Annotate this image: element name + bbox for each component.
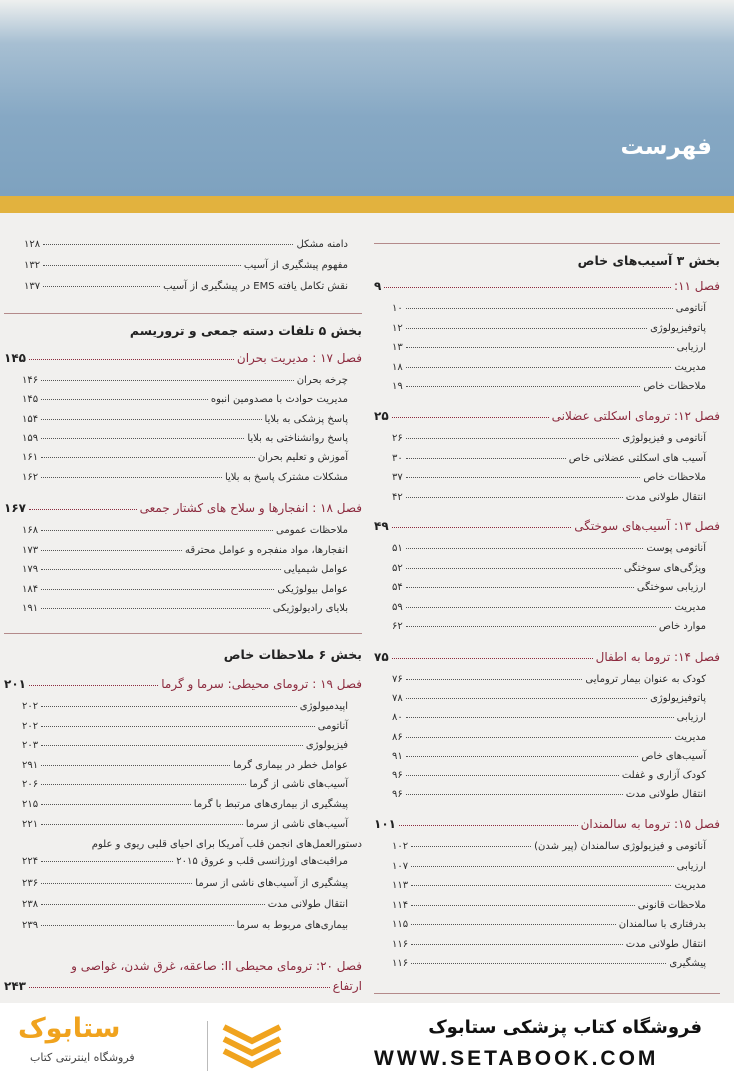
entry-page-number: ۸۶ [392,731,403,743]
toc-entry [22,414,362,425]
entry-page-number: ۱۲ [392,322,403,334]
toc-entry [392,621,720,632]
leader-dots [29,685,158,686]
toc-entry [392,861,720,872]
entry-title: نقش تکامل یافته EMS در پیشگیری از آسیب [163,281,348,292]
entry-page-number: ۱۸ [392,361,403,373]
entry-page-number: ۵۲ [392,562,403,574]
entry-page-number: ۱۷۳ [22,544,39,556]
entry-page-number: ۲۰۲ [22,701,39,712]
entry-title: اپیدمیولوژی [299,701,348,712]
leader-dots [411,944,623,945]
leader-dots [392,417,549,418]
entry-page-number: ۲۲۱ [22,818,39,830]
toc-entry [392,751,720,762]
toc-entry [392,939,720,950]
leader-dots [411,924,616,925]
chapter-page-number: ۱۴۵ [4,351,26,365]
entry-title: آموزش و تعلیم بحران [257,452,348,464]
toc-entry [392,732,720,743]
footer [0,1003,734,1080]
leader-dots [406,497,623,498]
toc-entry [392,453,720,464]
toc-page [0,213,734,1003]
leader-dots [406,587,634,588]
toc-entry [24,281,362,292]
toc-entry [22,564,362,575]
entry-title: پیشگیری [669,958,706,969]
entry-title: مشکلات مشترک پاسخ به بلایا [224,471,348,483]
entry-title: ارزیابی [676,860,706,872]
leader-dots [406,626,656,627]
toc-entry [22,584,362,595]
leader-dots [43,286,160,287]
entry-page-number: ۱۶۸ [22,525,39,536]
chapter-title: فصل ۱۸ : انفجارها و سلاح های کشتار جمعی [139,501,362,515]
entry-title: آسیب‌های ناشی از گرما [249,779,348,791]
entry-title: ملاحظات قانونی [637,899,706,911]
chapter-row [4,979,362,993]
toc-entry [22,779,362,790]
entry-page-number: ۱۶۲ [22,471,39,483]
entry-page-number: ۱۵۹ [22,432,39,444]
leader-dots [43,244,293,245]
chapter-page-number: ۱۶۷ [4,501,26,515]
entry-title: مدیریت [674,880,706,891]
toc-entry [392,303,720,314]
entry-page-number: ۲۲۴ [22,856,39,867]
leader-dots [41,569,280,570]
entry-page-number: ۴۲ [392,491,403,503]
leader-dots [411,885,671,886]
leader-dots [406,438,620,439]
entry-title: انفجارها، مواد منفجره و عوامل محترقه [185,544,348,556]
chapter-page-number: ۲۴۳ [4,979,26,993]
entry-page-number: ۹۱ [392,750,403,762]
entry-page-number: ۲۰۲ [22,720,39,732]
chapter-title: فصل ۱۴: تروما به اطفال [595,650,720,664]
toc-entry [22,375,362,386]
entry-page-number: ۱۵۴ [22,413,39,425]
entry-title: آسیب‌های خاص [641,750,706,762]
entry-page-number: ۱۰۷ [392,860,409,872]
entry-title: پاتوفیزیولوژی [650,693,706,705]
leader-dots [406,698,647,699]
toc-entry [22,721,362,732]
chapter-title: فصل ۲۰: ترومای محیطی II: صاعقه، غرق شدن، غواصی و [71,959,362,973]
toc-entry [22,525,362,536]
entry-page-number: ۱۰۲ [392,841,409,852]
leader-dots [41,726,315,727]
entry-page-number: ۵۹ [392,601,403,613]
chapter-row [374,409,720,423]
toc-entry [22,603,362,614]
toc-entry [22,899,362,910]
leader-dots [406,737,672,738]
entry-page-number: ۶۲ [392,621,403,632]
leader-dots [406,328,647,329]
leader-dots [384,287,671,288]
entry-title: پیشگیری از بیماری‌های مرتبط با گرما [193,799,348,810]
entry-page-number: ۱۴۶ [22,375,39,386]
entry-title: ملاحظات خاص [643,381,706,392]
toc-entry [392,543,720,554]
entry-page-number: ۷۶ [392,674,403,685]
chapter-title: ارتفاع [332,979,362,993]
leader-dots [411,963,666,964]
entry-title: پاسخ پزشکی به بلایا [264,413,348,425]
entry-title: پیشگیری از آسیب‌های ناشی از سرما [195,878,348,889]
chapter-row [4,501,362,515]
entry-title: پاتوفیزیولوژی [650,322,706,334]
entry-page-number: ۱۹۱ [22,603,39,614]
toc-entry [392,362,720,373]
toc-entry [22,394,362,405]
toc-entry [24,260,362,271]
entry-title: ارزیابی [676,342,706,353]
leader-dots [411,846,531,847]
toc-entry [22,760,362,771]
entry-page-number: ۱۱۴ [392,899,409,911]
leader-dots [406,548,644,549]
leader-dots [43,265,241,266]
entry-page-number: ۹۶ [392,789,403,801]
entry-title: آناتومی پوست [646,543,706,554]
leader-dots [41,589,274,590]
toc-entry [392,563,720,574]
chapter-title: فصل ۱۹ : ترومای محیطی: سرما و گرما [161,677,362,691]
toc-entry [392,841,720,852]
section-divider [374,243,720,244]
chapter-page-number: ۴۹ [374,519,389,533]
toc-entry [392,342,720,353]
entry-title: ملاحظات خاص [643,472,706,483]
toc-entry [392,919,720,930]
entry-page-number: ۸۰ [392,712,403,724]
leader-dots [41,399,208,400]
section-divider [4,633,362,634]
logo-subtitle: فروشگاه اینترنتی کتاب [30,1051,135,1064]
chapter-row [4,351,362,365]
entry-title: آناتومی [317,720,348,732]
entry-title: مدیریت [674,361,706,373]
entry-page-number: ۲۳۶ [22,878,39,889]
toc-entry [392,900,720,911]
leader-dots [41,784,246,785]
leader-dots [411,905,635,906]
toc-entry [392,693,720,704]
entry-title: بدرفتاری با سالمندان [618,919,706,930]
leader-dots [41,550,182,551]
leader-dots [406,367,672,368]
entry-title: کودک آزاری و غفلت [621,770,706,781]
chapter-page-number: ۲۵ [374,409,389,423]
entry-page-number: ۵۱ [392,543,403,554]
toc-entry [22,701,362,712]
toc-entry [392,381,720,392]
leader-dots [41,861,173,862]
entry-page-number: ۱۳ [392,342,403,353]
toc-entry [392,602,720,613]
entry-page-number: ۲۶ [392,433,403,444]
chapter-page-number: ۷۵ [374,650,389,664]
entry-title: موارد خاص [658,621,706,632]
toc-entry [392,789,720,800]
toc-entry [22,856,362,867]
toc-entry [22,740,362,751]
leader-dots [399,825,578,826]
entry-title: عوامل خطر در بیماری گرما [233,759,348,771]
chapter-title: فصل ۱۲: ترومای اسکلتی عضلانی [551,409,720,423]
chapter-row [374,519,720,533]
entry-title: دستورالعمل‌های انجمن قلب آمریکا برای احیای قلبی ریوی و علوم [91,839,362,850]
toc-entry [22,920,362,931]
leader-dots [392,658,593,659]
leader-dots [41,824,243,825]
entry-page-number: ۱۴۵ [22,394,39,406]
entry-page-number: ۱۱۳ [392,880,409,891]
entry-page-number: ۳۷ [392,472,403,483]
entry-title: انتقال طولانی مدت [625,789,706,801]
chapter-page-number: ۱۰۱ [374,817,396,831]
leader-dots [41,419,261,420]
entry-title: بلایای رادیولوژیکی [272,603,348,614]
leader-dots [406,775,619,776]
leader-dots [406,477,641,478]
section-divider [374,993,720,994]
chapter-row [374,279,720,293]
entry-title: بیماری‌های مربوط به سرما [236,920,348,931]
toc-entry [22,878,362,889]
toc-entry [392,958,720,969]
page-title: فهرست [620,134,712,160]
leader-dots [411,866,673,867]
toc-entry [22,452,362,463]
entry-page-number: ۲۰۳ [22,740,39,752]
entry-page-number: ۹۶ [392,770,403,781]
leader-dots [41,608,270,609]
toc-entry [392,582,720,593]
entry-page-number: ۱۰ [392,303,403,314]
entry-title: ویژگی‌های سوختگی [623,562,706,574]
entry-page-number: ۱۳۲ [24,260,41,271]
entry-title: کودک به عنوان بیمار ترومایی [585,674,706,685]
entry-title: آناتومی و فیزیولوژی سالمندان (پیر شدن) [534,841,706,852]
leader-dots [41,380,294,381]
toc-entry [392,712,720,723]
entry-title: مدیریت [674,731,706,743]
section-heading: بخش ۵ تلفات دسته جمعی و تروریسم [129,323,362,338]
header-banner [0,0,734,196]
entry-title: عوامل شیمیایی [283,564,348,575]
logo-divider [207,1021,208,1071]
chapter-row [374,650,720,664]
toc-entry [22,472,362,483]
toc-entry [392,323,720,334]
entry-title: مفهوم پیشگیری از آسیب [243,260,348,271]
toc-entry [22,545,362,556]
entry-title: انتقال طولانی مدت [625,938,706,950]
entry-page-number: ۲۱۵ [22,799,39,810]
chapter-title: فصل ۱۵: تروما به سالمندان [580,817,720,831]
leader-dots [41,804,191,805]
leader-dots [41,745,303,746]
section-heading: بخش ۳ آسیب‌های خاص [577,253,720,268]
leader-dots [406,347,674,348]
toc-entry [22,799,362,810]
entry-title: چرخه بحران [296,375,348,386]
leader-dots [41,477,222,478]
chapter-title: فصل ۱۷ : مدیریت بحران [236,351,362,365]
toc-entry [22,819,362,830]
entry-page-number: ۱۱۶ [392,958,409,969]
entry-page-number: ۱۱۶ [392,938,409,950]
leader-dots [29,509,137,510]
leader-dots [41,904,265,905]
leader-dots [41,765,230,766]
leader-dots [406,568,621,569]
gold-strip [0,196,734,213]
entry-title: پاسخ روانشناختی به بلایا [247,432,348,444]
leader-dots [406,458,566,459]
leader-dots [41,438,244,439]
leader-dots [406,756,639,757]
entry-page-number: ۳۰ [392,452,403,464]
leader-dots [29,359,234,360]
entry-title: مدیریت [674,601,706,613]
entry-title: انتقال طولانی مدت [625,491,706,503]
section-divider [4,313,362,314]
entry-page-number: ۱۹ [392,381,403,392]
chapter-row [374,817,720,831]
toc-entry [392,770,720,781]
toc-entry [392,674,720,685]
section-heading: بخش ۶ ملاحظات خاص [223,647,362,662]
chapter-title: فصل ۱۳: آسیب‌های سوختگی [574,519,720,533]
leader-dots [406,794,623,795]
entry-title: دامنه مشکل [296,239,348,250]
leader-dots [406,308,673,309]
leader-dots [406,386,641,387]
entry-page-number: ۱۲۸ [24,239,41,250]
entry-title: ارزیابی [676,712,706,724]
entry-page-number: ۷۸ [392,693,403,705]
entry-page-number: ۱۶۱ [22,452,39,464]
entry-page-number: ۱۸۴ [22,583,39,595]
store-name: فروشگاه کتاب پزشکی ستابوک [428,1017,702,1038]
chapter-title: فصل ۱۱: [674,279,720,293]
entry-title: انتقال طولانی مدت [267,899,348,910]
leader-dots [41,883,192,884]
chapter-row [4,677,362,691]
entry-title: آناتومی [675,303,706,314]
leader-dots [41,925,233,926]
entry-page-number: ۱۳۷ [24,281,41,292]
entry-page-number: ۲۰۶ [22,779,39,791]
chapter-20-line1 [4,959,362,973]
entry-page-number: ۲۳۸ [22,899,39,910]
entry-title: مدیریت حوادث با مصدومین انبوه [210,394,348,406]
entry-title: آسیب‌های ناشی از سرما [245,818,348,830]
toc-entry [22,433,362,444]
entry-page-number: ۲۹۱ [22,759,39,771]
toc-entry [392,880,720,891]
entry-title: ارزیابی سوختگی [636,582,706,593]
leader-dots [41,530,273,531]
entry-page-number: ۱۱۵ [392,919,409,930]
leader-dots [29,987,330,988]
chapter-page-number: ۲۰۱ [4,677,26,691]
leader-dots [406,717,674,718]
entry-page-number: ۲۳۹ [22,920,39,931]
entry-title: عوامل بیولوژیکی [277,583,348,595]
leader-dots [41,706,297,707]
entry-title: ملاحظات عمومی [276,525,348,536]
toc-entry [392,472,720,483]
toc-entry [392,492,720,503]
toc-entry [392,433,720,444]
logo-wordmark: ستابوک [18,1013,121,1044]
toc-entry [24,239,362,250]
entry-title: آناتومی و فیزیولوژی [622,433,706,444]
entry-title: فیزیولوژی [305,740,348,752]
entry-page-number: ۵۴ [392,582,403,593]
entry-title: آسیب های اسکلتی عضلانی خاص [568,452,706,464]
leader-dots [41,457,255,458]
chapter-page-number: ۹ [374,279,382,293]
entry-title: مراقبت‌های اورژانسی قلب و عروق ۲۰۱۵ [176,856,348,867]
entry-page-number: ۱۷۹ [22,564,39,575]
leader-dots [406,679,583,680]
chevron-logo-icon [220,1021,284,1071]
leader-dots [406,607,672,608]
store-url[interactable]: WWW.SETABOOK.COM [374,1047,659,1070]
guideline-entry-line1 [22,839,362,850]
leader-dots [392,527,572,528]
